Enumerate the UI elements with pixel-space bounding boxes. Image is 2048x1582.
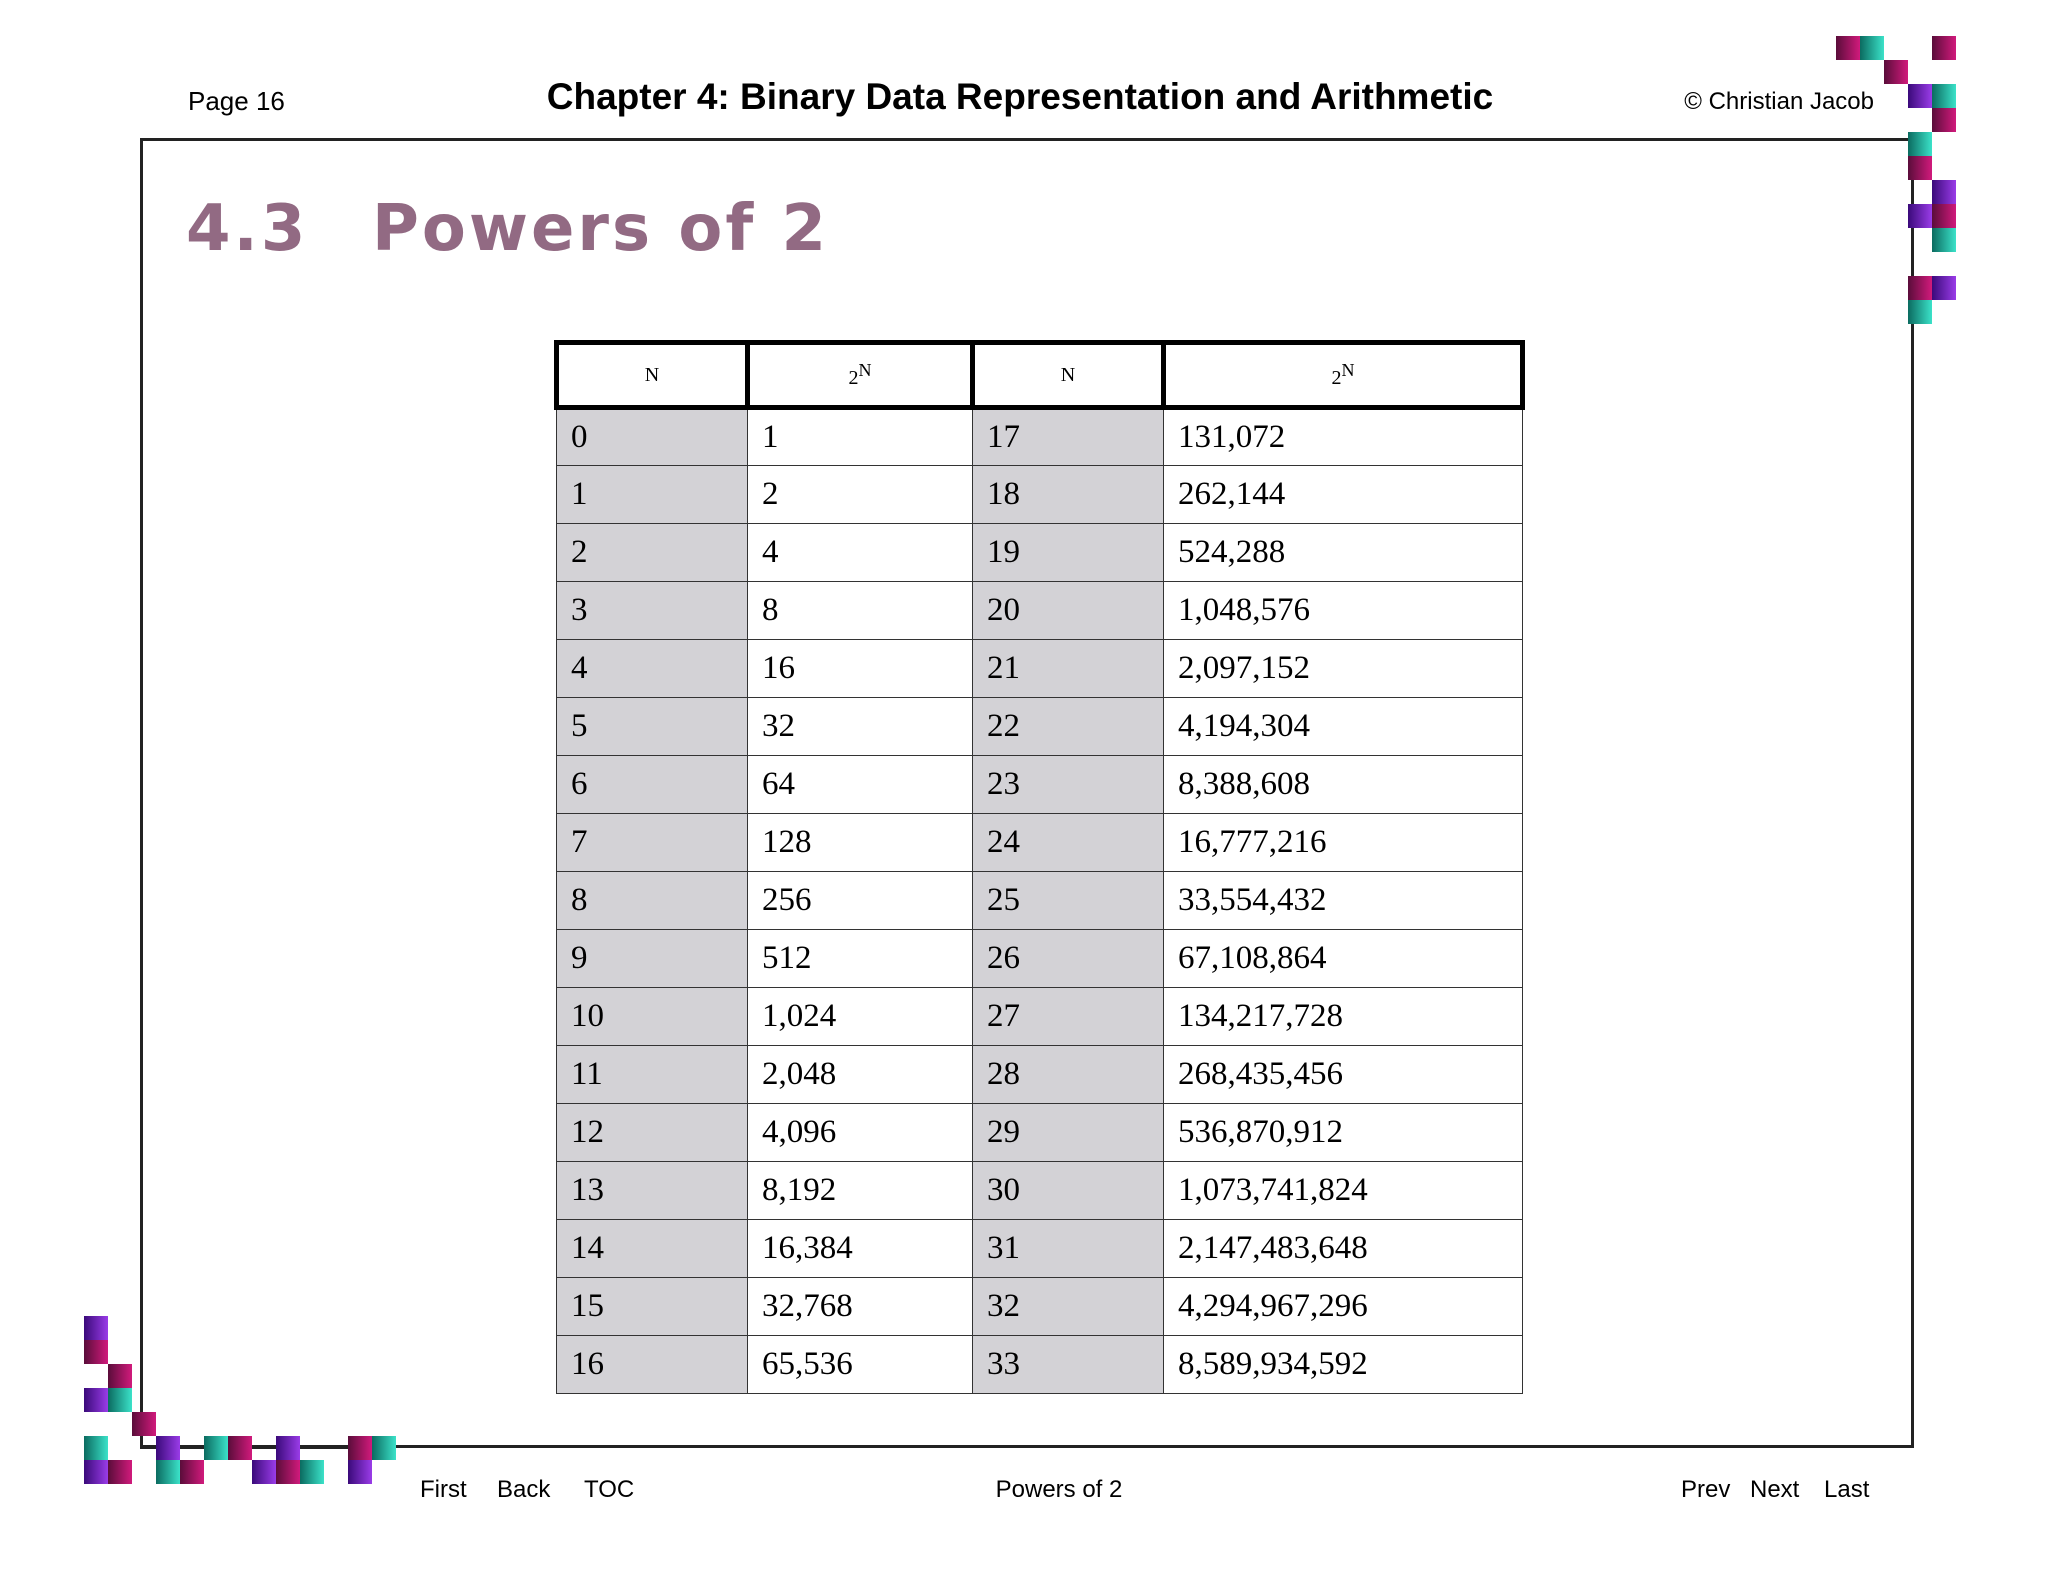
deco-block-icon <box>348 1460 372 1484</box>
section-number: 4.3 <box>186 192 309 266</box>
cell-n: 31 <box>973 1220 1164 1278</box>
cell-power: 1,024 <box>748 988 973 1046</box>
footer-title: Powers of 2 <box>995 1476 1123 1503</box>
cell-n: 32 <box>973 1278 1164 1336</box>
deco-block-icon <box>1932 108 1956 132</box>
table-row <box>557 698 1523 756</box>
cell-power: 524,288 <box>1164 524 1523 582</box>
deco-block-icon <box>1932 228 1956 252</box>
cell-n: 15 <box>557 1278 748 1336</box>
cell-n: 30 <box>973 1162 1164 1220</box>
cell-power: 4,194,304 <box>1164 698 1523 756</box>
cell-n: 10 <box>557 988 748 1046</box>
deco-block-icon <box>84 1460 108 1484</box>
cell-n: 11 <box>557 1046 748 1104</box>
table-row <box>557 524 1523 582</box>
nav-prev-link[interactable]: Prev <box>1681 1476 1731 1503</box>
deco-block-icon <box>1932 180 1956 204</box>
deco-block-icon <box>1908 132 1932 156</box>
nav-back-link[interactable]: Back <box>497 1476 551 1503</box>
nav-next-link[interactable]: Next <box>1750 1476 1800 1503</box>
deco-block-icon <box>1932 204 1956 228</box>
cell-n: 20 <box>973 582 1164 640</box>
section-title: Powers of 2 <box>372 192 829 266</box>
cell-n: 6 <box>557 756 748 814</box>
page-number: Page 16 <box>188 86 285 116</box>
deco-block-icon <box>84 1388 108 1412</box>
copyright: © Christian Jacob <box>1684 88 1874 115</box>
cell-n: 17 <box>973 408 1164 466</box>
cell-power: 8,388,608 <box>1164 756 1523 814</box>
nav-first-link[interactable]: First <box>420 1476 467 1503</box>
cell-power: 2 <box>748 466 973 524</box>
header-power-right: $2^N$ <box>1164 343 1523 408</box>
cell-n: 8 <box>557 872 748 930</box>
cell-n: 27 <box>973 988 1164 1046</box>
cell-power: 134,217,728 <box>1164 988 1523 1046</box>
deco-block-icon <box>276 1436 300 1460</box>
cell-n: 13 <box>557 1162 748 1220</box>
cell-power: 32 <box>748 698 973 756</box>
cell-power: 4,096 <box>748 1104 973 1162</box>
cell-n: 3 <box>557 582 748 640</box>
table-row <box>557 814 1523 872</box>
deco-block-icon <box>156 1436 180 1460</box>
table-body <box>557 408 1523 1394</box>
cell-n: 26 <box>973 930 1164 988</box>
cell-n: 29 <box>973 1104 1164 1162</box>
cell-power: 33,554,432 <box>1164 872 1523 930</box>
deco-block-icon <box>300 1460 324 1484</box>
deco-block-icon <box>108 1388 132 1412</box>
cell-power: 16,384 <box>748 1220 973 1278</box>
nav-last-link[interactable]: Last <box>1824 1476 1870 1503</box>
cell-power: 8 <box>748 582 973 640</box>
cell-n: 9 <box>557 930 748 988</box>
cell-power: 8,192 <box>748 1162 973 1220</box>
deco-block-icon <box>180 1460 204 1484</box>
table-row <box>557 1220 1523 1278</box>
cell-power: 16,777,216 <box>1164 814 1523 872</box>
deco-block-icon <box>252 1460 276 1484</box>
cell-power: 262,144 <box>1164 466 1523 524</box>
cell-n: 25 <box>973 872 1164 930</box>
deco-block-icon <box>204 1436 228 1460</box>
cell-n: 4 <box>557 640 748 698</box>
table-row <box>557 756 1523 814</box>
deco-block-icon <box>1932 276 1956 300</box>
cell-n: 7 <box>557 814 748 872</box>
cell-power: 16 <box>748 640 973 698</box>
deco-block-icon <box>132 1412 156 1436</box>
cell-power: 1,048,576 <box>1164 582 1523 640</box>
table-row <box>557 1104 1523 1162</box>
table-row <box>557 872 1523 930</box>
deco-block-icon <box>1932 84 1956 108</box>
table-row <box>557 408 1523 466</box>
deco-block-icon <box>1884 60 1908 84</box>
cell-n: 16 <box>557 1336 748 1394</box>
cell-power: 8,589,934,592 <box>1164 1336 1523 1394</box>
cell-n: 33 <box>973 1336 1164 1394</box>
deco-block-icon <box>84 1316 108 1340</box>
cell-n: 14 <box>557 1220 748 1278</box>
cell-power: 1,073,741,824 <box>1164 1162 1523 1220</box>
deco-block-icon <box>108 1460 132 1484</box>
table-row <box>557 640 1523 698</box>
deco-block-icon <box>372 1436 396 1460</box>
cell-n: 28 <box>973 1046 1164 1104</box>
cell-power: 268,435,456 <box>1164 1046 1523 1104</box>
cell-power: 32,768 <box>748 1278 973 1336</box>
deco-block-icon <box>1908 204 1932 228</box>
nav-toc-link[interactable]: TOC <box>584 1476 635 1503</box>
table-row <box>557 582 1523 640</box>
deco-block-icon <box>1860 36 1884 60</box>
deco-block-icon <box>1932 36 1956 60</box>
table-row <box>557 1162 1523 1220</box>
deco-block-icon <box>1908 84 1932 108</box>
table-row <box>557 1278 1523 1336</box>
cell-power: 2,048 <box>748 1046 973 1104</box>
deco-block-icon <box>1908 276 1932 300</box>
chapter-title: Chapter 4: Binary Data Representation and Arithmetic <box>546 76 1494 117</box>
cell-n: 23 <box>973 756 1164 814</box>
deco-block-icon <box>108 1364 132 1388</box>
table-row <box>557 1336 1523 1394</box>
cell-n: 1 <box>557 466 748 524</box>
cell-n: 2 <box>557 524 748 582</box>
deco-block-icon <box>348 1436 372 1460</box>
cell-n: 18 <box>973 466 1164 524</box>
deco-block-icon <box>1908 300 1932 324</box>
header-n-right: N <box>973 343 1164 408</box>
cell-power: 4,294,967,296 <box>1164 1278 1523 1336</box>
cell-n: 22 <box>973 698 1164 756</box>
deco-block-icon <box>1908 156 1932 180</box>
deco-block-icon <box>156 1460 180 1484</box>
section-heading <box>186 192 829 266</box>
table-row <box>557 930 1523 988</box>
cell-n: 0 <box>557 408 748 466</box>
cell-power: 512 <box>748 930 973 988</box>
deco-block-icon <box>1836 36 1860 60</box>
cell-power: 2,147,483,648 <box>1164 1220 1523 1278</box>
cell-n: 5 <box>557 698 748 756</box>
cell-power: 536,870,912 <box>1164 1104 1523 1162</box>
powers-table <box>554 340 1525 1394</box>
cell-power: 67,108,864 <box>1164 930 1523 988</box>
table-row <box>557 1046 1523 1104</box>
cell-power: 4 <box>748 524 973 582</box>
cell-n: 21 <box>973 640 1164 698</box>
cell-power: 65,536 <box>748 1336 973 1394</box>
cell-power: 131,072 <box>1164 408 1523 466</box>
deco-block-icon <box>276 1460 300 1484</box>
cell-power: 256 <box>748 872 973 930</box>
table-row <box>557 466 1523 524</box>
header-n-left: N <box>557 343 748 408</box>
cell-power: 1 <box>748 408 973 466</box>
cell-n: 12 <box>557 1104 748 1162</box>
cell-n: 24 <box>973 814 1164 872</box>
table-header-row <box>557 343 1523 408</box>
header-power-left: $2^N$ <box>748 343 973 408</box>
cell-n: 19 <box>973 524 1164 582</box>
table-row <box>557 988 1523 1046</box>
cell-power: 128 <box>748 814 973 872</box>
deco-block-icon <box>84 1340 108 1364</box>
cell-power: 2,097,152 <box>1164 640 1523 698</box>
deco-block-icon <box>228 1436 252 1460</box>
cell-power: 64 <box>748 756 973 814</box>
deco-block-icon <box>84 1436 108 1460</box>
